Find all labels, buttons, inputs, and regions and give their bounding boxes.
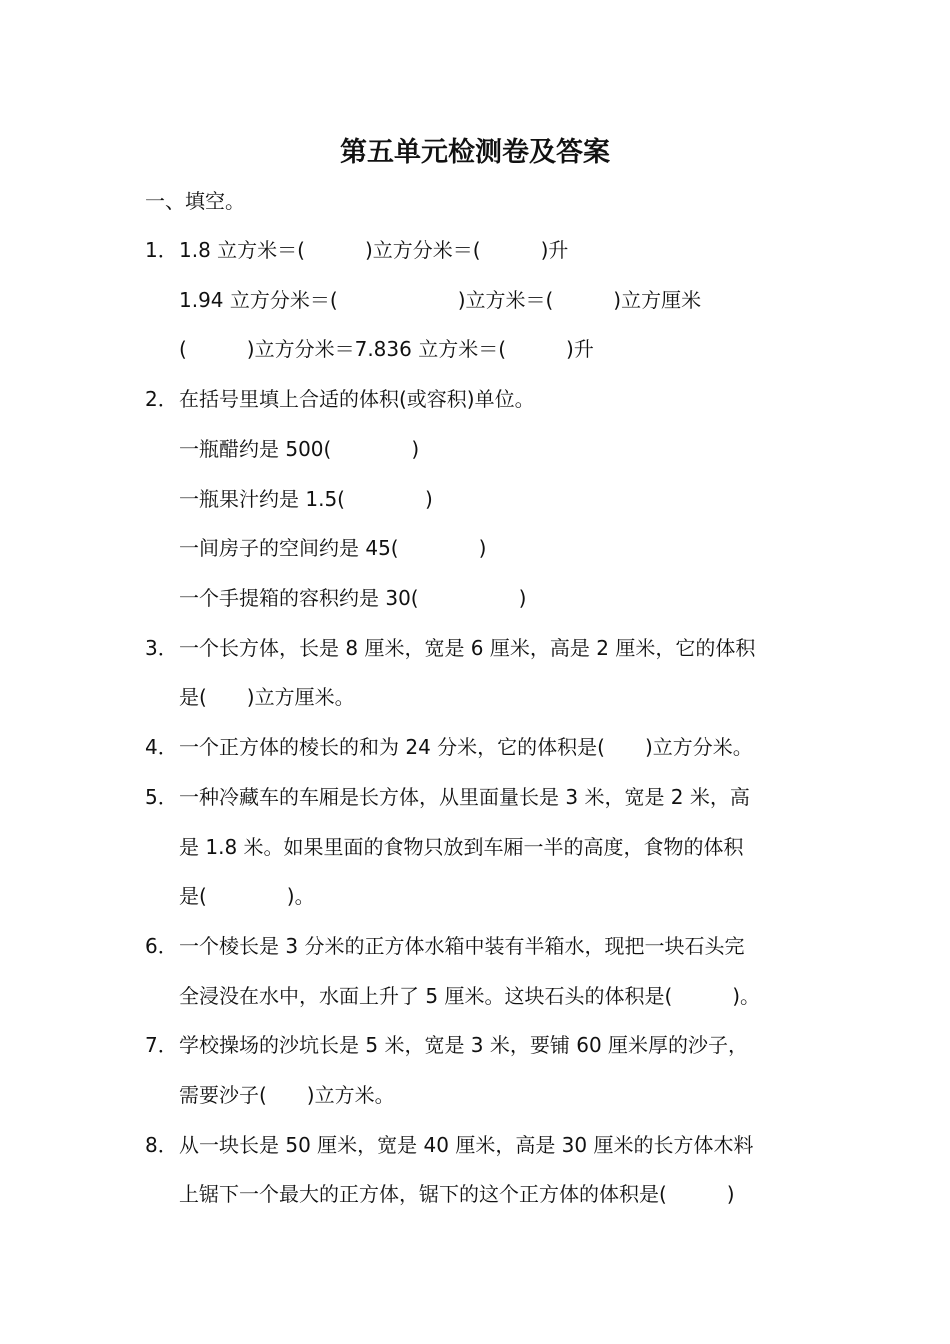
question-number: 5． — [145, 785, 178, 809]
question-line: 一个手提箱的容积约是 30( ) — [179, 586, 527, 610]
question-number: 6． — [145, 934, 178, 958]
question-line: 在括号里填上合适的体积(或容积)单位。 — [179, 387, 535, 411]
question-line: 一个长方体，长是 8 厘米，宽是 6 厘米，高是 2 厘米，它的体积 — [179, 636, 756, 660]
question-line: 一个棱长是 3 分米的正方体水箱中装有半箱水，现把一块石头完 — [179, 934, 745, 958]
question-line: 1.94 立方分米＝( )立方米＝( )立方厘米 — [179, 288, 702, 312]
question-number: 1． — [145, 238, 178, 262]
question-line: 全浸没在水中，水面上升了 5 厘米。这块石头的体积是( )。 — [179, 984, 761, 1008]
section-heading: 一、填空。 — [145, 189, 245, 213]
question-line: 从一块长是 50 厘米，宽是 40 厘米，高是 30 厘米的长方体木料 — [179, 1133, 754, 1157]
question-number: 7． — [145, 1033, 178, 1057]
question-line: 一个正方体的棱长的和为 24 分米，它的体积是( )立方分米。 — [179, 735, 753, 759]
question-line: 1.8 立方米＝( )立方分米＝( )升 — [179, 238, 569, 262]
question-line: 一瓶果汁约是 1.5( ) — [179, 487, 433, 511]
question-line: 上锯下一个最大的正方体，锯下的这个正方体的体积是( ) — [179, 1182, 735, 1206]
question-line: 一间房子的空间约是 45( ) — [179, 536, 487, 560]
question-line: 一瓶醋约是 500( ) — [179, 437, 420, 461]
question-line: 是( )立方厘米。 — [179, 685, 355, 709]
question-line: 是 1.8 米。如果里面的食物只放到车厢一半的高度，食物的体积 — [179, 835, 744, 859]
question-number: 4． — [145, 735, 178, 759]
question-line: 是( )。 — [179, 884, 315, 908]
question-line: 需要沙子( )立方米。 — [179, 1083, 395, 1107]
page-title: 第五单元检测卷及答案 — [340, 137, 610, 168]
question-number: 8． — [145, 1133, 178, 1157]
question-line: ( )立方分米＝7.836 立方米＝( )升 — [179, 337, 594, 361]
question-number: 3． — [145, 636, 178, 660]
question-line: 一种冷藏车的车厢是长方体，从里面量长是 3 米，宽是 2 米，高 — [179, 785, 750, 809]
question-line: 学校操场的沙坑长是 5 米，宽是 3 米，要铺 60 厘米厚的沙子， — [179, 1033, 749, 1057]
question-number: 2． — [145, 387, 178, 411]
